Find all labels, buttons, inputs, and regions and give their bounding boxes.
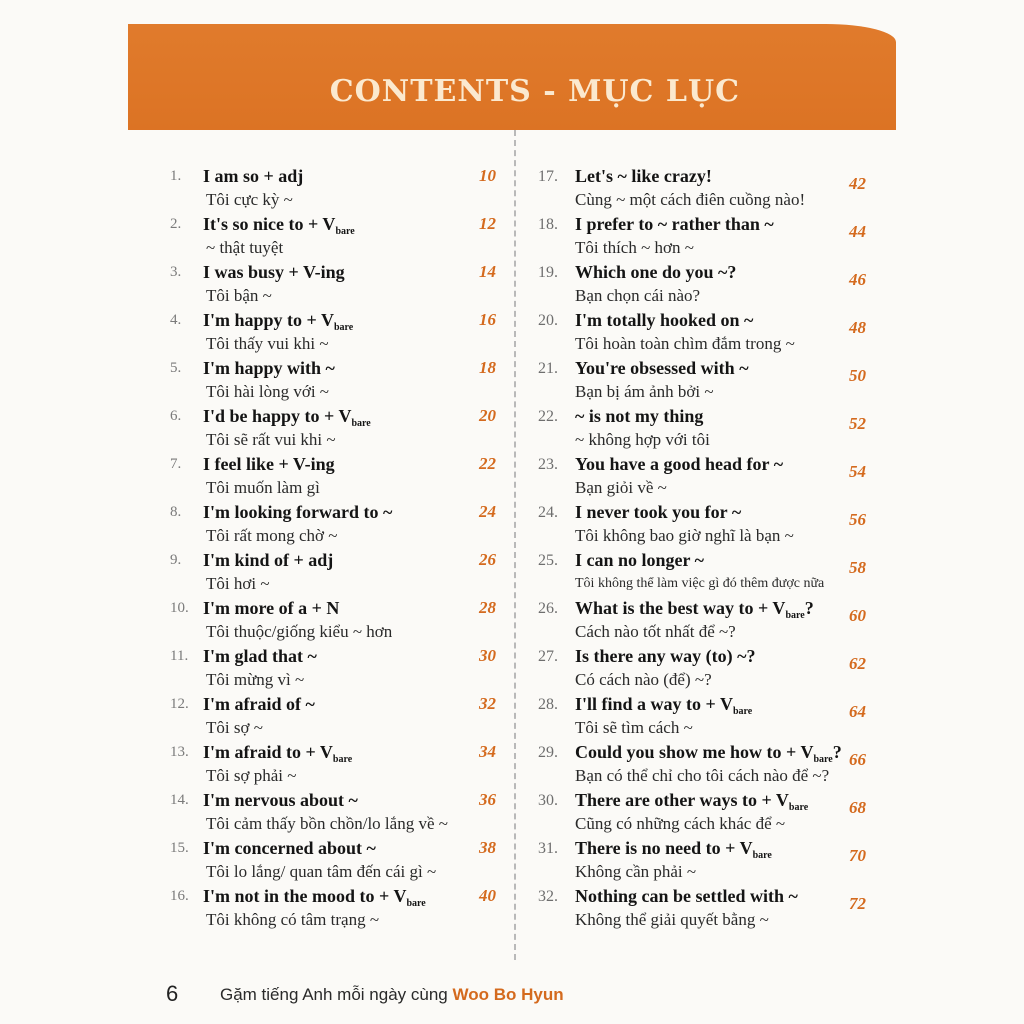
contents-entry[interactable] — [538, 690, 870, 738]
entry-english-text: I'm concerned about ~ — [203, 838, 376, 858]
entry-vietnamese-meaning: Bạn có thể chỉ cho tôi cách nào để ~? — [575, 766, 830, 785]
entry-english-phrase — [575, 502, 741, 523]
entry-english-phrase — [203, 406, 371, 429]
entry-english-phrase — [203, 550, 333, 571]
entry-english-phrase — [203, 886, 426, 909]
entry-vietnamese-meaning: Tôi không bao giờ nghĩ là bạn ~ — [575, 526, 794, 545]
entry-english-phrase — [203, 694, 315, 715]
entry-english-text: I never took you for ~ — [575, 502, 742, 522]
footer-author: Woo Bo Hyun — [452, 985, 564, 1004]
entry-english-text: You have a good head for ~ — [575, 454, 784, 474]
entry-english-phrase — [203, 790, 358, 811]
contents-column-left — [170, 162, 500, 930]
entry-vietnamese-meaning: Bạn chọn cái nào? — [575, 286, 701, 305]
entry-english-text: I can no longer ~ — [575, 550, 705, 570]
entry-page-number: 44 — [849, 222, 866, 241]
entry-english-text: What is the best way to + V — [575, 598, 786, 618]
entry-english-text: It's so nice to + V — [203, 214, 336, 234]
entry-english-text: I'm not in the mood to + V — [203, 886, 407, 906]
entry-page-number: 14 — [479, 262, 496, 281]
entry-english-phrase — [203, 310, 353, 333]
entry-english-phrase — [203, 838, 376, 859]
entry-number: 8. — [170, 504, 182, 520]
entry-english-phrase — [575, 358, 749, 379]
entry-english-phrase — [575, 406, 703, 427]
contents-entry[interactable] — [538, 642, 870, 690]
contents-entry[interactable] — [170, 258, 500, 306]
entry-vietnamese-meaning: ~ không hợp với tôi — [575, 430, 710, 449]
entry-number: 23. — [538, 456, 558, 473]
entry-vietnamese-meaning: Tôi hài lòng với ~ — [206, 382, 330, 401]
entry-english-text: I'm glad that ~ — [203, 646, 317, 666]
entry-page-number: 72 — [849, 894, 866, 913]
entry-english-text: I'm kind of + adj — [203, 550, 334, 570]
contents-entry[interactable] — [170, 642, 500, 690]
entry-english-text: I'm more of a + N — [203, 598, 340, 618]
contents-entry[interactable] — [538, 594, 870, 642]
contents-entry[interactable] — [170, 786, 500, 834]
footer-book-title — [220, 985, 564, 1005]
entry-vietnamese-meaning: Tôi hơi ~ — [206, 574, 270, 593]
entry-english-text: I'm happy with ~ — [203, 358, 335, 378]
entry-number: 4. — [170, 312, 182, 328]
entry-page-number: 34 — [479, 742, 496, 761]
entry-page-number: 68 — [849, 798, 866, 817]
entry-number: 2. — [170, 216, 182, 232]
page-title: CONTENTS - MỤC LỤC — [329, 74, 740, 109]
entry-english-phrase — [203, 454, 335, 475]
entry-vietnamese-meaning: Cũng có những cách khác để ~ — [575, 814, 786, 833]
entry-vietnamese-meaning: Tôi cảm thấy bồn chồn/lo lắng về ~ — [206, 814, 448, 833]
entry-vietnamese-meaning: Tôi không có tâm trạng ~ — [206, 910, 380, 929]
entry-english-text: I was busy + V-ing — [203, 262, 345, 282]
entry-vietnamese-meaning: Tôi lo lắng/ quan tâm đến cái gì ~ — [206, 862, 437, 881]
contents-entry[interactable] — [170, 354, 500, 402]
entry-number: 7. — [170, 456, 182, 472]
entry-page-number: 62 — [849, 654, 866, 673]
entry-number: 18. — [538, 216, 558, 233]
entry-page-number: 22 — [479, 454, 496, 473]
entry-number: 10. — [170, 600, 189, 616]
entry-english-text: I'm nervous about ~ — [203, 790, 358, 810]
entry-vietnamese-meaning: Tôi muốn làm gì — [206, 478, 320, 497]
entry-english-text: Nothing can be settled with ~ — [575, 886, 798, 906]
entry-page-number: 24 — [479, 502, 496, 521]
contents-column-right — [538, 162, 870, 930]
contents-entry[interactable] — [538, 882, 870, 930]
entry-number: 13. — [170, 744, 189, 760]
contents-entry[interactable] — [170, 162, 500, 210]
entry-english-phrase — [203, 262, 345, 283]
header-banner — [128, 24, 896, 130]
contents-entry[interactable] — [538, 162, 870, 210]
entry-page-number: 46 — [849, 270, 866, 289]
entry-page-number: 64 — [849, 702, 866, 721]
contents-entry[interactable] — [170, 546, 500, 594]
entry-number: 17. — [538, 168, 558, 185]
entry-vietnamese-meaning: Tôi thấy vui khi ~ — [206, 334, 329, 353]
contents-entry[interactable] — [170, 690, 500, 738]
entry-tail: ? — [832, 742, 842, 762]
contents-entry[interactable] — [538, 402, 870, 450]
entry-vietnamese-meaning: Bạn giỏi về ~ — [575, 478, 667, 497]
entry-english-phrase — [575, 694, 752, 717]
contents-entry[interactable] — [170, 306, 500, 354]
contents-entry[interactable] — [538, 210, 870, 258]
entry-vietnamese-meaning: ~ thật tuyệt — [206, 238, 284, 257]
entry-english-text: I'm afraid to + V — [203, 742, 333, 762]
entry-number: 11. — [170, 648, 189, 664]
entry-english-text: ~ is not my thing — [575, 406, 704, 426]
entry-english-text: There are other ways to + V — [575, 790, 789, 810]
entry-page-number: 28 — [479, 598, 496, 617]
entry-english-phrase — [203, 646, 317, 667]
entry-english-phrase — [203, 166, 303, 187]
entry-english-phrase — [575, 262, 736, 283]
entry-subscript: bare — [813, 754, 833, 765]
entry-english-phrase — [575, 838, 772, 861]
entry-page-number: 20 — [479, 406, 496, 425]
entry-english-text: I prefer to ~ rather than ~ — [575, 214, 774, 234]
entry-page-number: 54 — [849, 462, 866, 481]
entry-page-number: 38 — [479, 838, 496, 857]
entry-page-number: 36 — [479, 790, 496, 809]
entry-number: 19. — [538, 264, 558, 281]
entry-number: 20. — [538, 312, 558, 329]
entry-number: 27. — [538, 648, 558, 665]
entry-number: 21. — [538, 360, 558, 377]
entry-vietnamese-meaning: Tôi sợ phải ~ — [206, 766, 297, 785]
entry-number: 26. — [538, 600, 558, 617]
entry-subscript: bare — [333, 322, 354, 333]
contents-entry[interactable] — [538, 546, 870, 594]
entry-english-phrase — [575, 310, 753, 331]
contents-entry[interactable] — [538, 450, 870, 498]
entry-vietnamese-meaning: Bạn bị ám ảnh bởi ~ — [575, 382, 714, 401]
entry-tail: ? — [804, 598, 814, 618]
entry-vietnamese-meaning: Tôi thích ~ hơn ~ — [575, 238, 694, 257]
entry-english-phrase — [575, 790, 808, 813]
entry-page-number: 32 — [479, 694, 496, 713]
entry-subscript: bare — [335, 226, 355, 237]
entry-subscript: bare — [406, 898, 426, 909]
entry-page-number: 48 — [849, 318, 866, 337]
entry-vietnamese-meaning: Tôi thuộc/giống kiểu ~ hơn — [206, 622, 393, 641]
entry-number: 32. — [538, 888, 558, 905]
entry-english-phrase — [203, 598, 339, 619]
entry-vietnamese-meaning: Tôi cực kỳ ~ — [206, 190, 293, 209]
contents-entry[interactable] — [170, 738, 500, 786]
entry-english-phrase — [575, 886, 798, 907]
entry-english-phrase — [575, 742, 842, 765]
entry-number: 3. — [170, 264, 182, 280]
entry-page-number: 58 — [849, 558, 866, 577]
entry-page-number: 52 — [849, 414, 866, 433]
entry-number: 29. — [538, 744, 558, 761]
entry-english-text: I feel like + V-ing — [203, 454, 335, 474]
entry-subscript: bare — [785, 610, 805, 621]
entry-english-text: I am so + adj — [203, 166, 304, 186]
entry-number: 6. — [170, 408, 182, 424]
contents-entry[interactable] — [538, 354, 870, 402]
entry-subscript: bare — [332, 754, 353, 765]
contents-entry[interactable] — [170, 882, 500, 930]
contents-entry[interactable] — [538, 834, 870, 882]
entry-page-number: 56 — [849, 510, 866, 529]
entry-english-text: I'd be happy to + V — [203, 406, 352, 426]
entry-number: 9. — [170, 552, 182, 568]
entry-subscript: bare — [732, 706, 753, 717]
column-divider — [514, 130, 516, 960]
entry-english-text: Is there any way (to) ~? — [575, 646, 756, 666]
entry-page-number: 10 — [479, 166, 496, 185]
entry-vietnamese-meaning: Tôi không thể làm việc gì đó thêm được nữa — [575, 576, 825, 591]
entry-english-text: I'm happy to + V — [203, 310, 334, 330]
contents-entry[interactable] — [538, 738, 870, 786]
entry-page-number: 42 — [849, 174, 866, 193]
entry-page-number: 50 — [849, 366, 866, 385]
entry-number: 5. — [170, 360, 182, 376]
entry-english-text: Could you show me how to + V — [575, 742, 814, 762]
entry-number: 16. — [170, 888, 189, 904]
entry-english-text: I'm afraid of ~ — [203, 694, 315, 714]
entry-number: 12. — [170, 696, 189, 712]
entry-english-text: Let's ~ like crazy! — [575, 166, 712, 186]
entry-english-text: I'm totally hooked on ~ — [575, 310, 754, 330]
contents-entry[interactable] — [538, 786, 870, 834]
entry-vietnamese-meaning: Tôi sẽ tìm cách ~ — [575, 718, 693, 737]
footer-title-text: Gặm tiếng Anh mỗi ngày cùng — [220, 985, 448, 1004]
entry-page-number: 60 — [849, 606, 866, 625]
entry-vietnamese-meaning: Không cần phải ~ — [575, 862, 697, 881]
entry-english-phrase — [575, 550, 704, 571]
entry-vietnamese-meaning: Không thể giải quyết bằng ~ — [575, 910, 769, 929]
contents-entry[interactable] — [538, 258, 870, 306]
entry-vietnamese-meaning: Tôi hoàn toàn chìm đắm trong ~ — [575, 334, 795, 353]
contents-entry[interactable] — [170, 834, 500, 882]
entry-vietnamese-meaning: Có cách nào (để) ~? — [575, 670, 712, 689]
entry-english-phrase — [575, 166, 712, 187]
contents-entry[interactable] — [170, 402, 500, 450]
entry-english-text: Which one do you ~? — [575, 262, 737, 282]
entry-subscript: bare — [351, 418, 371, 429]
entry-vietnamese-meaning: Cách nào tốt nhất để ~? — [575, 622, 736, 641]
entry-vietnamese-meaning: Tôi bận ~ — [206, 286, 272, 305]
entry-vietnamese-meaning: Cùng ~ một cách điên cuồng nào! — [575, 190, 806, 209]
entry-page-number: 30 — [479, 646, 496, 665]
contents-entry[interactable] — [170, 498, 500, 546]
entry-page-number: 18 — [479, 358, 496, 377]
entry-number: 22. — [538, 408, 558, 425]
footer-page-number: 6 — [166, 981, 179, 1006]
contents-entry[interactable] — [170, 210, 500, 258]
entry-number: 1. — [170, 168, 182, 184]
entry-english-text: There is no need to + V — [575, 838, 753, 858]
entry-english-phrase — [575, 214, 774, 235]
entry-english-text: You're obsessed with ~ — [575, 358, 749, 378]
contents-entry[interactable] — [538, 498, 870, 546]
entry-number: 25. — [538, 552, 558, 569]
entry-number: 30. — [538, 792, 558, 809]
entry-english-phrase — [203, 358, 335, 379]
entry-number: 14. — [170, 792, 189, 808]
entry-english-phrase — [203, 214, 355, 237]
entry-page-number: 66 — [849, 750, 866, 769]
entry-english-phrase — [203, 502, 392, 523]
contents-entry[interactable] — [170, 594, 500, 642]
entry-page-number: 26 — [479, 550, 496, 569]
entry-english-phrase — [575, 598, 814, 621]
entry-page-number: 12 — [479, 214, 496, 233]
entry-number: 31. — [538, 840, 558, 857]
entry-vietnamese-meaning: Tôi sẽ rất vui khi ~ — [206, 430, 336, 449]
entry-page-number: 16 — [479, 310, 496, 329]
entry-subscript: bare — [788, 802, 809, 813]
contents-entry[interactable] — [170, 450, 500, 498]
entry-vietnamese-meaning: Tôi mừng vì ~ — [206, 670, 305, 689]
entry-number: 28. — [538, 696, 558, 713]
entry-vietnamese-meaning: Tôi rất mong chờ ~ — [206, 526, 338, 545]
entry-english-phrase — [203, 742, 352, 765]
entry-english-phrase — [575, 454, 783, 475]
entry-vietnamese-meaning: Tôi sợ ~ — [206, 718, 263, 737]
entry-number: 24. — [538, 504, 558, 521]
entry-number: 15. — [170, 840, 189, 856]
entry-page-number: 70 — [849, 846, 866, 865]
contents-entry[interactable] — [538, 306, 870, 354]
entry-english-text: I'll find a way to + V — [575, 694, 733, 714]
entry-english-phrase — [575, 646, 756, 667]
entry-english-text: I'm looking forward to ~ — [203, 502, 393, 522]
entry-subscript: bare — [752, 850, 772, 861]
entry-page-number: 40 — [479, 886, 496, 905]
